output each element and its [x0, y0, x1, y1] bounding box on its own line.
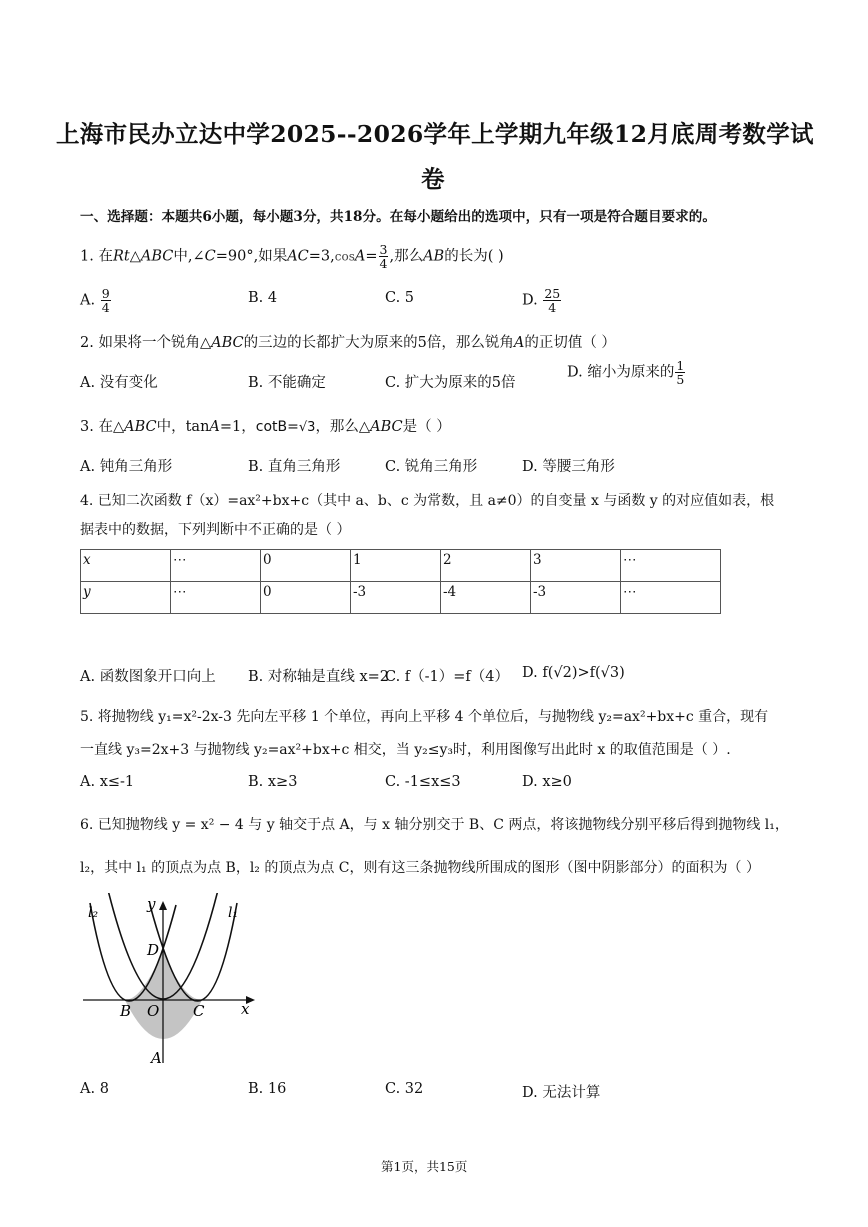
question-1: 1. 在Rt△ABC中,∠C=90°,如果AC=3,cosA= $\frac{3}{4}$ ,那么AB的长为( ) [80, 242, 504, 271]
q3-option-a[interactable]: A. 钝角三角形 [80, 459, 173, 475]
table-cell: -3 [351, 582, 441, 614]
section-heading: 一、选择题：本题共6小题，每小题3分，共18分。在每小题给出的选项中，只有一项是符合题目要求的。 [80, 209, 716, 225]
label-l1: l₁ [228, 905, 239, 921]
value-table [80, 549, 721, 614]
q5-option-b[interactable]: B. x≥3 [248, 774, 298, 790]
parabola-figure [80, 893, 265, 1068]
page-footer: 第1页，共15页 [381, 1159, 468, 1174]
table-cell: 2 [441, 550, 531, 582]
q5-option-a[interactable]: A. x≤-1 [80, 774, 135, 790]
table-cell: ⋯ [621, 582, 721, 614]
label-O: O [147, 1002, 160, 1020]
page-title-continued: 卷 [421, 165, 445, 193]
page-title: 上海市民办立达中学2025--2026学年上学期九年级12月底周考数学试 [56, 120, 814, 148]
table-cell: -4 [441, 582, 531, 614]
question-6-line-2: l₂，其中 l₁ 的顶点为点 B，l₂ 的顶点为点 C，则有这三条抛物线所围成的图形（图中阴影部分）的面积为（ ） [80, 860, 760, 876]
y-axis-arrow [159, 901, 167, 910]
table-cell: 3 [531, 550, 621, 582]
table-cell: ⋯ [171, 582, 261, 614]
q4-option-a[interactable]: A. 函数图象开口向上 [80, 669, 216, 685]
table-cell: y [81, 582, 171, 614]
q6-option-a[interactable]: A. 8 [80, 1081, 109, 1097]
q2-option-a[interactable]: A. 没有变化 [80, 375, 158, 391]
label-y: y [147, 895, 156, 913]
label-C: C [193, 1002, 205, 1020]
question-2: 2. 如果将一个锐角△ABC的三边的长都扩大为原来的5倍，那么锐角A的正切值（ ） [80, 335, 616, 351]
label-l2: l₂ [88, 905, 99, 921]
question-4-line-2: 据表中的数据，下列判断中不正确的是（ ） [80, 522, 351, 538]
q3-option-b[interactable]: B. 直角三角形 [248, 459, 341, 475]
label-D: D [147, 941, 160, 959]
table-cell: 0 [261, 582, 351, 614]
q5-option-c[interactable]: C. -1≤x≤3 [385, 774, 461, 790]
q3-option-c[interactable]: C. 锐角三角形 [385, 459, 478, 475]
q6-option-b[interactable]: B. 16 [248, 1081, 287, 1097]
table-cell: x [81, 550, 171, 582]
question-4-line-1: 4. 已知二次函数 f（x）=ax²+bx+c（其中 a、b、c 为常数，且 a≠0）的自变量 x 与函数 y 的对应值如表，根 [80, 493, 775, 509]
question-5-line-1: 5. 将抛物线 y₁=x²-2x-3 先向左平移 1 个单位，再向上平移 4 个单位后，与抛物线 y₂=ax²+bx+c 重合，现有 [80, 709, 769, 725]
question-3: 3. 在△ABC中，tanA=1，cotB=√3，那么△ABC是（ ） [80, 419, 451, 435]
q6-option-c[interactable]: C. 32 [385, 1081, 424, 1097]
table-row [81, 550, 721, 582]
q1-option-d[interactable]: D. $\frac{25}{4}$ [522, 286, 561, 315]
table-row [81, 582, 721, 614]
q1-option-c[interactable]: C. 5 [385, 290, 415, 306]
table-cell: -3 [531, 582, 621, 614]
question-6-line-1: 6. 已知抛物线 y = x² − 4 与 y 轴交于点 A，与 x 轴分别交于 B、C 两点，将该抛物线分别平移后得到抛物线 l₁， [80, 817, 789, 833]
label-x: x [241, 1000, 250, 1018]
table-cell: 1 [351, 550, 441, 582]
q4-option-d[interactable]: D. f(√2)>f(√3) [522, 665, 625, 681]
q2-option-c[interactable]: C. 扩大为原来的5倍 [385, 375, 516, 391]
q2-option-b[interactable]: B. 不能确定 [248, 375, 326, 391]
q6-option-d[interactable]: D. 无法计算 [522, 1085, 601, 1101]
q2-option-d[interactable]: D. 缩小为原来的 $\frac{1}{5}$ [567, 358, 685, 387]
table-cell: ⋯ [621, 550, 721, 582]
q1-option-b[interactable]: B. 4 [248, 290, 278, 306]
q1-option-a[interactable]: A. $\frac{9}{4}$ [80, 286, 110, 315]
table-cell: 0 [261, 550, 351, 582]
q4-option-b[interactable]: B. 对称轴是直线 x=2 [248, 669, 390, 685]
label-B: B [120, 1002, 132, 1020]
q5-option-d[interactable]: D. x≥0 [522, 774, 572, 790]
fraction: $\frac{3}{4}$ [379, 242, 388, 271]
label-A: A [151, 1049, 162, 1067]
table-cell: ⋯ [171, 550, 261, 582]
q3-option-d[interactable]: D. 等腰三角形 [522, 459, 615, 475]
q4-option-c[interactable]: C. f（-1）=f（4） [385, 669, 510, 685]
question-5-line-2: 一直线 y₃=2x+3 与抛物线 y₂=ax²+bx+c 相交，当 y₂≤y₃时，利用图像写出此时 x 的取值范围是（ ）. [80, 742, 731, 758]
